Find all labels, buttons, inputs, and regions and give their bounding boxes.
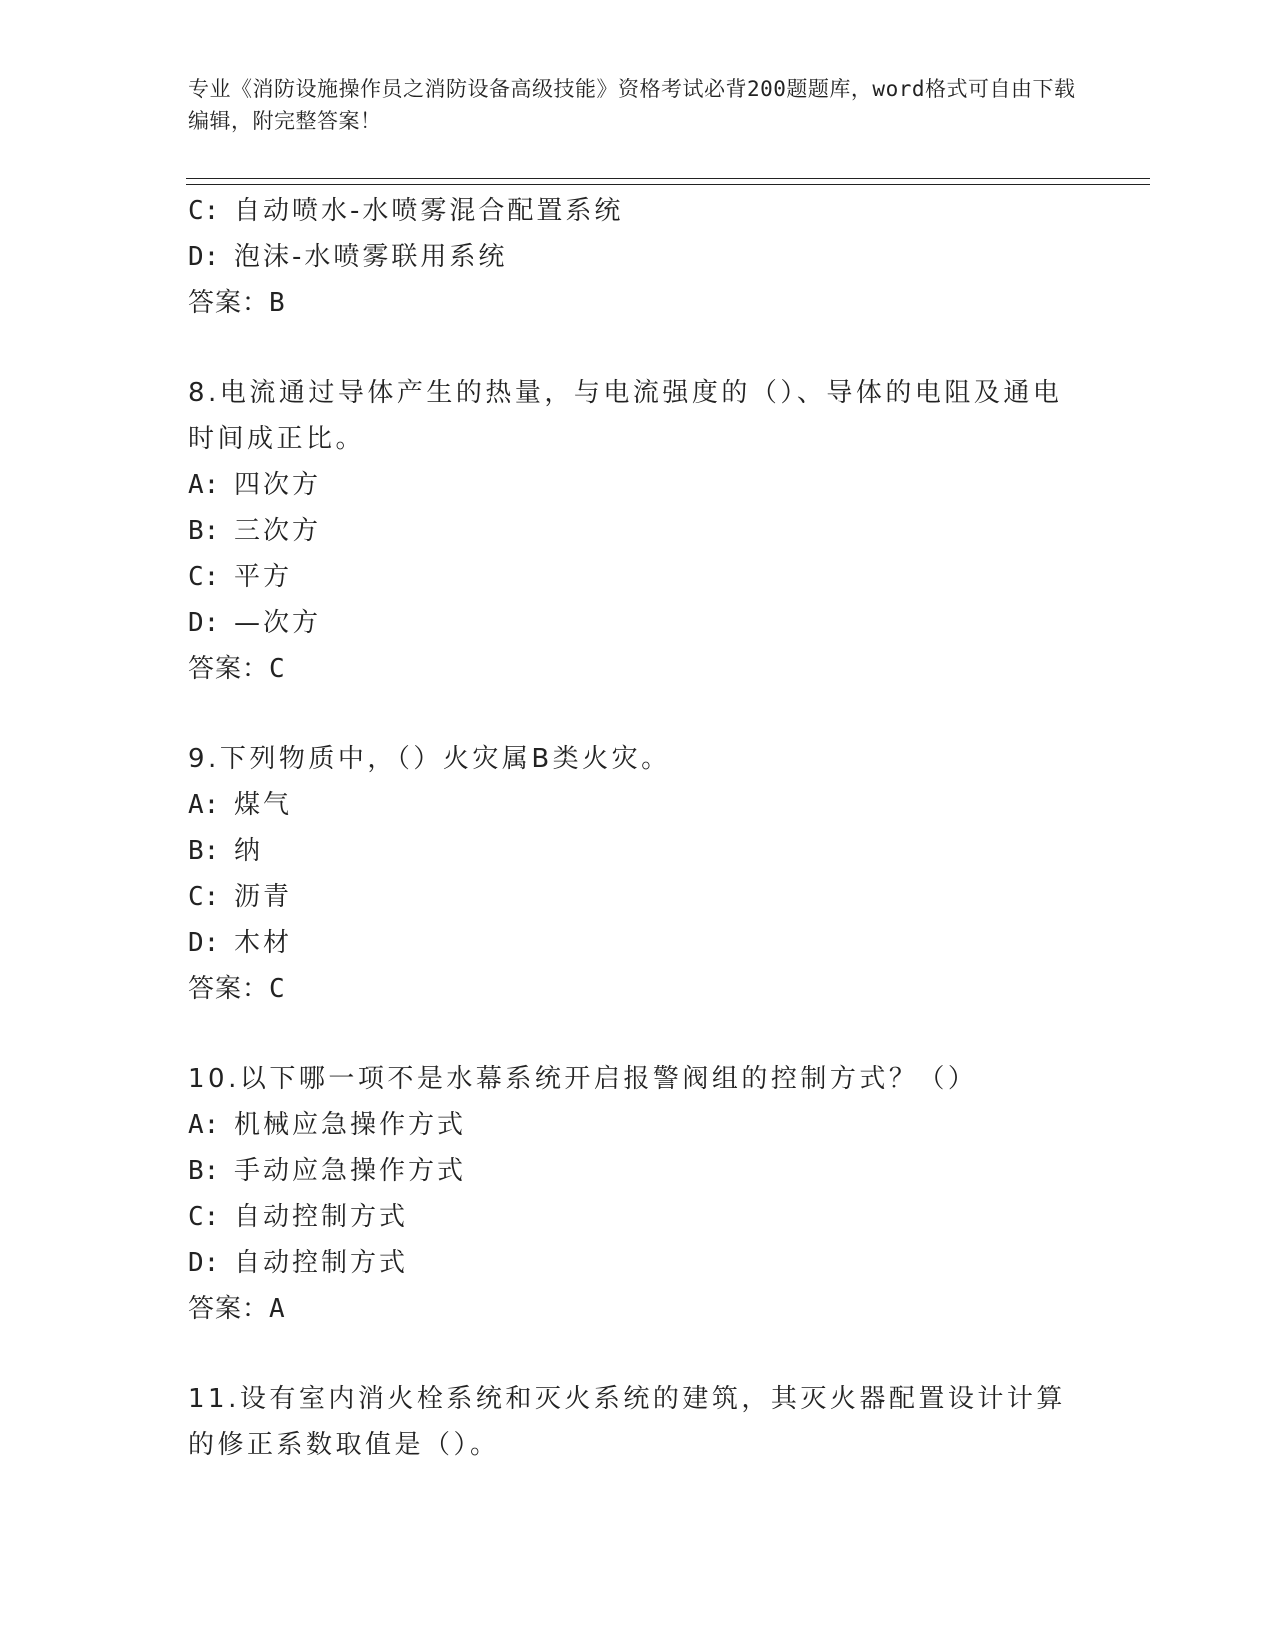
document-header (188, 73, 1088, 137)
option-d: D: 自动控制方式 (188, 1248, 409, 1278)
question-text: 8.电流通过导体产生的热量，与电流强度的（）、导体的电阻及通电时间成正比。 (188, 378, 1063, 454)
option-b: B: 纳 (188, 836, 264, 866)
question-11 (188, 1376, 1088, 1468)
option-c: C: 自动喷水-水喷雾混合配置系统 (188, 196, 624, 226)
option-c: C: 沥青 (188, 882, 293, 912)
answer: 答案：A (188, 1294, 286, 1324)
header-divider-bottom (186, 184, 1150, 185)
option-c: C: 自动控制方式 (188, 1202, 409, 1232)
answer: 答案：C (188, 974, 286, 1004)
option-a: A: 机械应急操作方式 (188, 1110, 467, 1140)
option-b: B: 手动应急操作方式 (188, 1156, 467, 1186)
header-text: 专业《消防设施操作员之消防设备高级技能》资格考试必背200题题库，word格式可自由下载编辑，附完整答案！ (188, 77, 1076, 133)
option-d: D: 木材 (188, 928, 293, 958)
option-a: A: 煤气 (188, 790, 293, 820)
question-text: 11.设有室内消火栓系统和灭火系统的建筑，其灭火器配置设计计算的修正系数取值是（）。 (188, 1384, 1066, 1460)
answer: 答案：B (188, 288, 286, 318)
question-10 (188, 1056, 1088, 1332)
question-text: 9.下列物质中，（）火灾属B类火灾。 (188, 744, 671, 774)
question-7-continuation (188, 188, 1088, 326)
question-text: 10.以下哪一项不是水幕系统开启报警阀组的控制方式？（） (188, 1064, 978, 1094)
answer: 答案：C (188, 654, 286, 684)
option-d: D: 泡沫-水喷雾联用系统 (188, 242, 508, 272)
question-8 (188, 370, 1088, 692)
option-c: C: 平方 (188, 562, 293, 592)
option-d: D: —次方 (188, 608, 322, 638)
option-a: A: 四次方 (188, 470, 322, 500)
header-divider-top (186, 178, 1150, 179)
question-9 (188, 736, 1088, 1012)
question-content (188, 188, 1088, 1468)
option-b: B: 三次方 (188, 516, 322, 546)
